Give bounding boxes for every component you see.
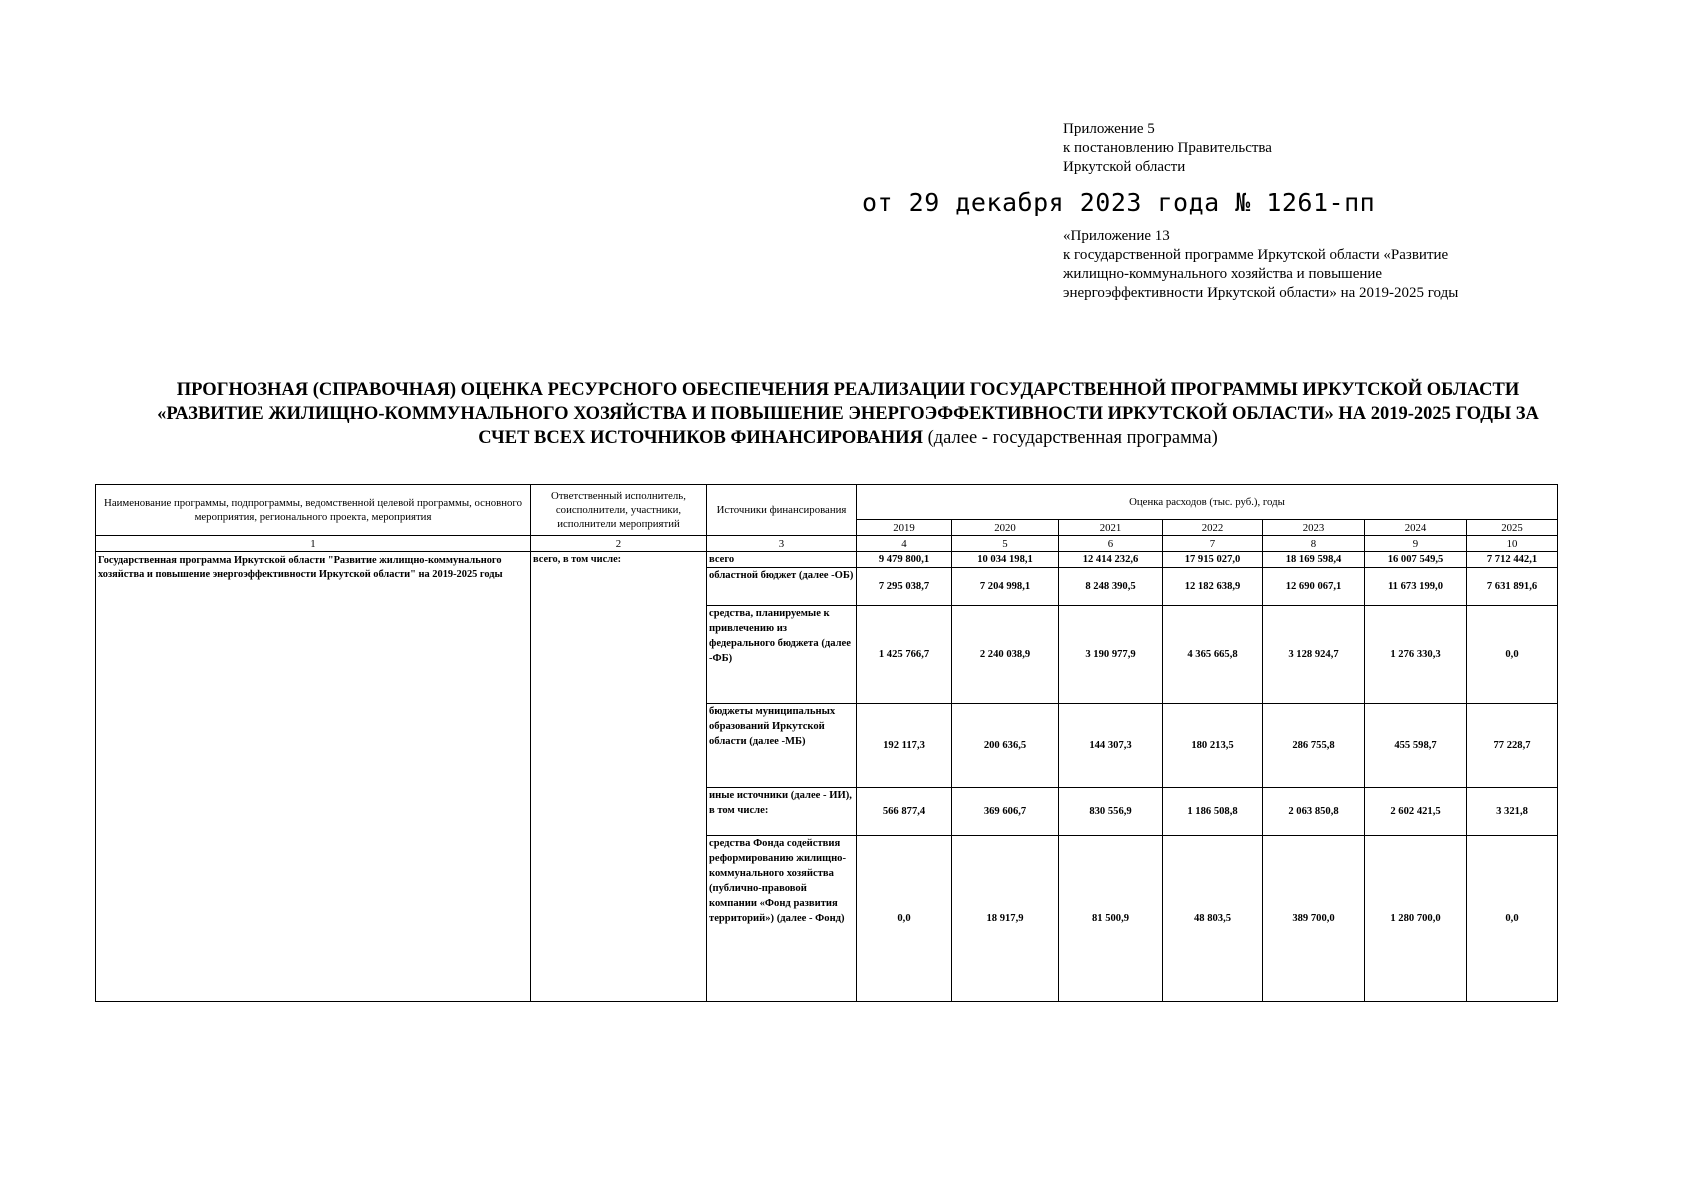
value-cell: 192 117,3 [857,704,952,788]
source-cell: средства, планируемые к привлечению из федерального бюджета (далее -ФБ) [707,606,857,704]
value-cell: 1 186 508,8 [1163,788,1263,836]
appendix-line: энергоэффективности Иркутской области» на 2019-2025 годы [1063,285,1459,301]
value-cell: 2 602 421,5 [1365,788,1467,836]
title-line-1: ПРОГНОЗНАЯ (СПРАВОЧНАЯ) ОЦЕНКА РЕСУРСНОГО ОБЕСПЕЧЕНИЯ РЕАЛИЗАЦИИ ГОСУДАРСТВЕННОЙ ПРОГРАММЫ ИРКУТСКОЙ ОБЛАСТИ [176,380,1520,400]
value-cell: 3 190 977,9 [1059,606,1163,704]
program-name-cell: Государственная программа Иркутской области "Развитие жилищно-коммунального хозяйства и повышение энергоэффективности Иркутской области" на 2019-2025 годы [96,552,531,1002]
table-row [96,552,1558,568]
source-cell: средства Фонда содействия реформированию жилищно-коммунального хозяйства (публично-правовой компании «Фонд развития территорий») (далее - Фонд) [707,836,857,1002]
value-cell: 2 240 038,9 [952,606,1059,704]
value-cell: 0,0 [857,836,952,1002]
header-cell-responsible: Ответственный исполнитель, соисполнители, участники, исполнители мероприятий [531,485,707,536]
year-cell: 2023 [1263,520,1365,536]
value-cell: 18 917,9 [952,836,1059,1002]
value-cell: 48 803,5 [1163,836,1263,1002]
value-cell: 389 700,0 [1263,836,1365,1002]
value-cell: 566 877,4 [857,788,952,836]
value-cell: 2 063 850,8 [1263,788,1365,836]
header-line: Иркутской области [1063,159,1186,175]
title-line-2: «РАЗВИТИЕ ЖИЛИЩНО-КОММУНАЛЬНОГО ХОЗЯЙСТВА И ПОВЫШЕНИЕ ЭНЕРГОЭФФЕКТИВНОСТИ ИРКУТСКОЙ ОБЛАСТИ» НА 2019-2025 ГОДЫ ЗА [157,404,1539,424]
value-cell: 12 414 232,6 [1059,552,1163,568]
column-number: 8 [1263,536,1365,552]
value-cell: 17 915 027,0 [1163,552,1263,568]
appendix-header [1063,120,1272,177]
value-cell: 1 280 700,0 [1365,836,1467,1002]
source-cell: иные источники (далее - ИИ), в том числе: [707,788,857,836]
title-line-3-normal: (далее - государственная программа) [922,428,1218,448]
value-cell: 0,0 [1467,836,1558,1002]
value-cell: 10 034 198,1 [952,552,1059,568]
header-line: Приложение 5 [1063,121,1155,137]
column-number: 6 [1059,536,1163,552]
appendix-line: жилищно-коммунального хозяйства и повышение [1063,266,1383,282]
value-cell: 830 556,9 [1059,788,1163,836]
column-number: 5 [952,536,1059,552]
column-number: 1 [96,536,531,552]
year-cell: 2022 [1163,520,1263,536]
decree-stamp: от 29 декабря 2023 года № 1261-пп [862,188,1376,217]
column-number: 4 [857,536,952,552]
value-cell: 12 182 638,9 [1163,568,1263,606]
column-number: 10 [1467,536,1558,552]
responsible-cell: всего, в том числе: [531,552,707,1002]
year-cell: 2021 [1059,520,1163,536]
year-cell: 2024 [1365,520,1467,536]
value-cell: 369 606,7 [952,788,1059,836]
appendix-line: к государственной программе Иркутской области «Развитие [1063,247,1449,263]
value-cell: 12 690 067,1 [1263,568,1365,606]
resource-table [95,484,1558,1002]
document-title [88,378,1608,450]
value-cell: 286 755,8 [1263,704,1365,788]
value-cell: 1 425 766,7 [857,606,952,704]
source-cell: бюджеты муниципальных образований Иркутской области (далее -МБ) [707,704,857,788]
header-line: к постановлению Правительства [1063,140,1272,156]
value-cell: 3 128 924,7 [1263,606,1365,704]
title-line-3 [88,426,1608,450]
value-cell: 7 712 442,1 [1467,552,1558,568]
value-cell: 81 500,9 [1059,836,1163,1002]
value-cell: 8 248 390,5 [1059,568,1163,606]
header-cell-cost: Оценка расходов (тыс. руб.), годы [857,485,1558,520]
year-cell: 2020 [952,520,1059,536]
value-cell: 77 228,7 [1467,704,1558,788]
header-cell-name: Наименование программы, подпрограммы, ведомственной целевой программы, основного мероприятия, регионального проекта, мероприятия [96,485,531,536]
value-cell: 4 365 665,8 [1163,606,1263,704]
header-cell-source: Источники финансирования [707,485,857,536]
column-number: 9 [1365,536,1467,552]
column-number: 2 [531,536,707,552]
column-number: 3 [707,536,857,552]
value-cell: 180 213,5 [1163,704,1263,788]
value-cell: 144 307,3 [1059,704,1163,788]
header-row [96,485,1558,520]
year-cell: 2019 [857,520,952,536]
source-cell: всего [707,552,857,568]
value-cell: 7 631 891,6 [1467,568,1558,606]
column-number: 7 [1163,536,1263,552]
year-cell: 2025 [1467,520,1558,536]
value-cell: 7 204 998,1 [952,568,1059,606]
column-number-row [96,536,1558,552]
appendix-13-block [1063,227,1533,303]
title-line-3-bold: СЧЕТ ВСЕХ ИСТОЧНИКОВ ФИНАНСИРОВАНИЯ [478,428,923,448]
value-cell: 3 321,8 [1467,788,1558,836]
value-cell: 16 007 549,5 [1365,552,1467,568]
value-cell: 18 169 598,4 [1263,552,1365,568]
value-cell: 7 295 038,7 [857,568,952,606]
value-cell: 0,0 [1467,606,1558,704]
value-cell: 1 276 330,3 [1365,606,1467,704]
value-cell: 200 636,5 [952,704,1059,788]
appendix-line: «Приложение 13 [1063,228,1170,244]
value-cell: 9 479 800,1 [857,552,952,568]
value-cell: 11 673 199,0 [1365,568,1467,606]
value-cell: 455 598,7 [1365,704,1467,788]
source-cell: областной бюджет (далее -ОБ) [707,568,857,606]
